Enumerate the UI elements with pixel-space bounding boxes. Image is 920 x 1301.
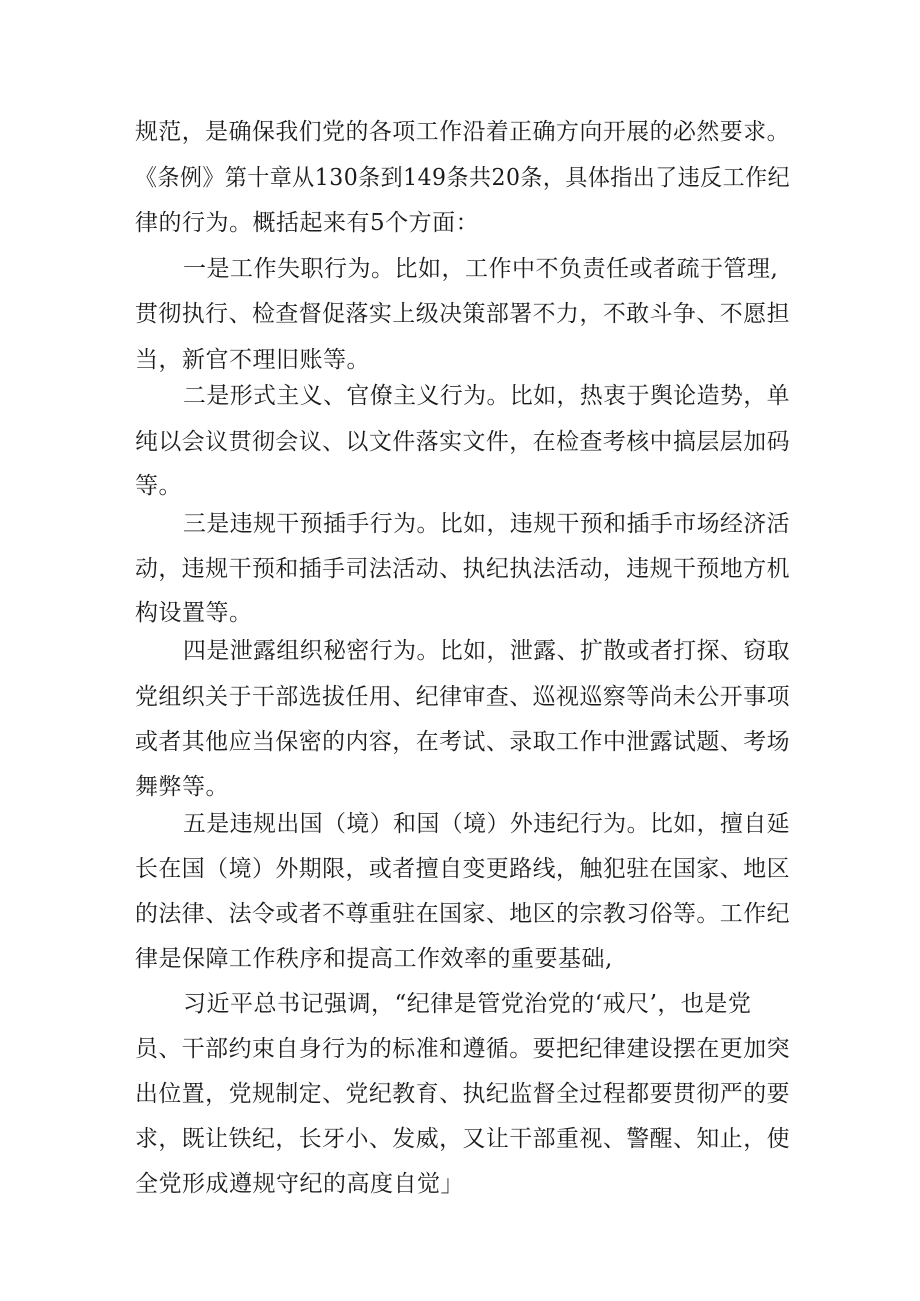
text-line: 《条例》第十章从130条到149条共20条，具体指出了违反工作纪 [135, 165, 791, 191]
text-line: 全党形成遵规守纪的高度自觉」 [135, 1171, 464, 1197]
text-line: 律是保障工作秩序和提高工作效率的重要基础, [135, 946, 613, 972]
text-line: 三是违规干预插手行为。比如，违规干预和插手市场经济活 [183, 511, 791, 537]
text-line: 律的行为。概括起来有5个方面： [135, 210, 480, 236]
text-line: 五是违规出国（境）和国（境）外违纪行为。比如，擅自延 [183, 811, 791, 837]
text-line: 求，既让铁纪，长牙小、发威，又让干部重视、警醒、知止，使 [135, 1126, 790, 1152]
text-line: 二是形式主义、官僚主义行为。比如，热衷于舆论造势，单 [183, 383, 791, 409]
text-line: 四是泄露组织秘密行为。比如，泄露、扩散或者打探、窃取 [183, 638, 791, 664]
text-line: 的法律、法令或者不尊重驻在国家、地区的宗教习俗等。工作纪 [135, 901, 790, 927]
text-line: 长在国（境）外期限，或者擅自变更路线，触犯驻在国家、地区 [135, 856, 790, 882]
text-line: 构设置等。 [135, 600, 253, 626]
text-line: 舞弊等。 [135, 774, 229, 800]
text-line: 一是工作失职行为。比如，工作中不负责任或者疏于管理, [183, 256, 779, 282]
text-line: 动，违规干预和插手司法活动、执纪执法活动，违规干预地方机 [135, 556, 790, 582]
text-line: 等。 [135, 473, 182, 499]
text-line: 党组织关于干部选拔任用、纪律审查、巡视巡察等尚未公开事项 [135, 684, 790, 710]
text-line: 贯彻执行、检查督促落实上级决策部署不力，不敢斗争、不愿担 [135, 301, 790, 327]
text-line: 员、干部约束自身行为的标准和遵循。要把纪律建设摆在更加突 [135, 1036, 790, 1062]
text-line: 规范，是确保我们党的各项工作沿着正确方向开展的必然要求。 [135, 119, 790, 145]
text-line: 出位置，党规制定、党纪教育、执纪监督全过程都要贯彻严的要 [135, 1081, 790, 1107]
text-line: 习近平总书记强调，“纪律是管党治党的‘戒尺’，也是党 [183, 991, 752, 1017]
text-line: 当，新官不理旧账等。 [135, 347, 370, 373]
text-line: 纯以会议贯彻会议、以文件落实文件，在检查考核中搞层层加码 [135, 429, 790, 455]
text-line: 或者其他应当保密的内容，在考试、录取工作中泄露试题、考场 [135, 729, 790, 755]
